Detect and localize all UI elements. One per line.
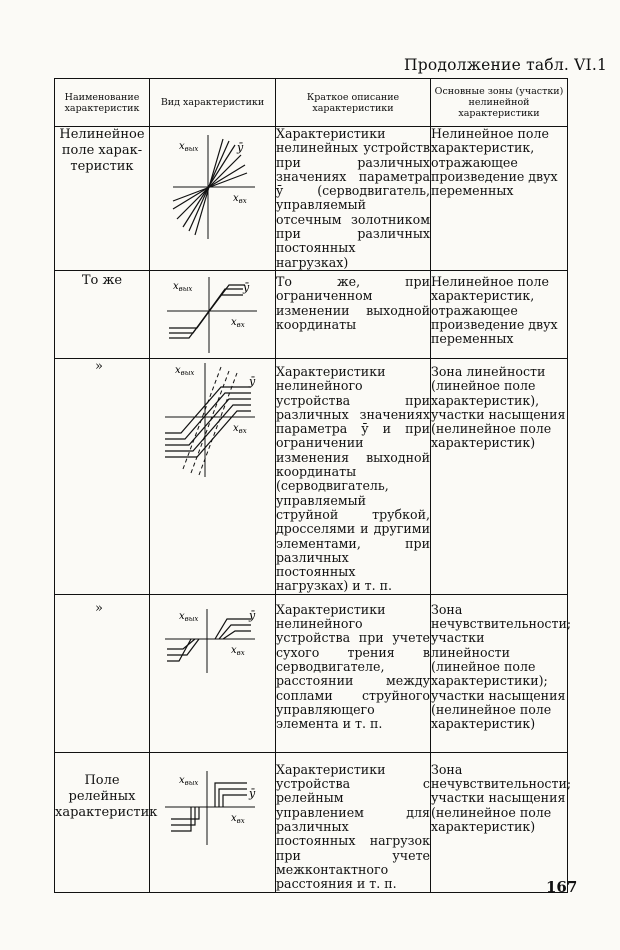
graph-cell [150,270,276,358]
axis-x-in: $x_{вх}$ [232,193,247,205]
row-zones: Зона линейности (линейное поле характеристик), участки насыщения (нелинейное поле характеристик) [431,358,568,594]
axis-y: ȳ [242,280,249,294]
table-row [55,127,568,271]
axis-y: ȳ [236,141,243,154]
axis-x-in: $x_{вх}$ [230,644,245,657]
axis-x-out: $x_{вых}$ [178,774,198,787]
graph-cell [150,127,276,271]
row-name: » [55,358,150,594]
row-zones: Зона нечувствительности; участки линейности (линейное поле характеристики); участки насыщения (нелинейное поле характеристик) [431,594,568,752]
row-zones: Зона нечувствительности; участки насыщения (нелинейное поле характеристик) [431,752,568,892]
row-zones: Нелинейное поле характеристик, отражающее произведение двух переменных [431,127,568,271]
row-name: Поле релейных характеристик [55,752,150,892]
table-row [55,594,568,752]
saturation-family-icon [161,359,265,479]
header-zones: Основные зоны (участки) нелинейной характеристики [431,79,568,127]
graph-cell [150,594,276,752]
graph-cell [150,752,276,892]
page-number: 167 [546,878,578,896]
axis-y: ȳ [248,608,255,622]
axis-x-out: $x_{вых}$ [174,364,194,377]
row-description: То же, при ограниченном изменении выходной координаты [276,270,431,358]
header-description: Краткое описание характеристики [276,79,431,127]
axis-x-in: $x_{вх}$ [230,316,245,329]
axis-x-in: $x_{вх}$ [230,812,245,825]
table-caption: Продолжение табл. VI.1 [404,56,608,74]
table-row [55,752,568,892]
axis-x-out: $x_{вых}$ [178,141,198,153]
axis-x-in: $x_{вх}$ [232,422,247,435]
row-description: Характеристики устройства с релейным управлением для различных постоянных нагрузок при учете межконтактного расстояния и т. п. [276,752,431,892]
row-name: Нелинейное поле характеристик [55,127,150,271]
row-name: » [55,594,150,752]
row-description: Характеристики нелинейных устройств при различных значениях параметра ȳ (серводвигатель, управляемый отсечным золотником при различных постоянных нагрузках) [276,126,430,270]
table-row [55,358,568,594]
header-name: Наименование характеристик [55,79,150,127]
axis-x-out: $x_{вых}$ [178,610,198,623]
table-row [55,270,568,358]
row-description: Характеристики нелинейного устройства при учете сухого трения в серводвигателе, расстоянии между соплами струйного управляющего элемента и т. п. [276,594,431,752]
header-row [55,79,568,127]
row-zones: Нелинейное поле характеристик, отражающее произведение двух переменных [431,270,568,358]
row-description: Характеристики нелинейного устройства при различных значениях параметра ȳ и при ограничении изменения выходной координаты (серводвигатель, управляемый струйной трубкой, дросселями и другими элементами, при различных постоянных нагрузках) и т. п. [276,358,431,594]
header-graph: Вид характеристики [150,79,276,127]
dead-zone-family-icon [161,605,265,675]
axis-x-out: $x_{вых}$ [172,280,192,293]
characteristics-table [54,78,572,893]
graph-cell [150,358,276,594]
axis-y: ȳ [248,786,255,800]
limited-fan-icon [163,271,263,357]
axis-y: ȳ [248,374,255,388]
row-name: То же [55,270,150,358]
relay-family-icon [161,767,265,847]
fan-lines-icon [163,127,263,239]
